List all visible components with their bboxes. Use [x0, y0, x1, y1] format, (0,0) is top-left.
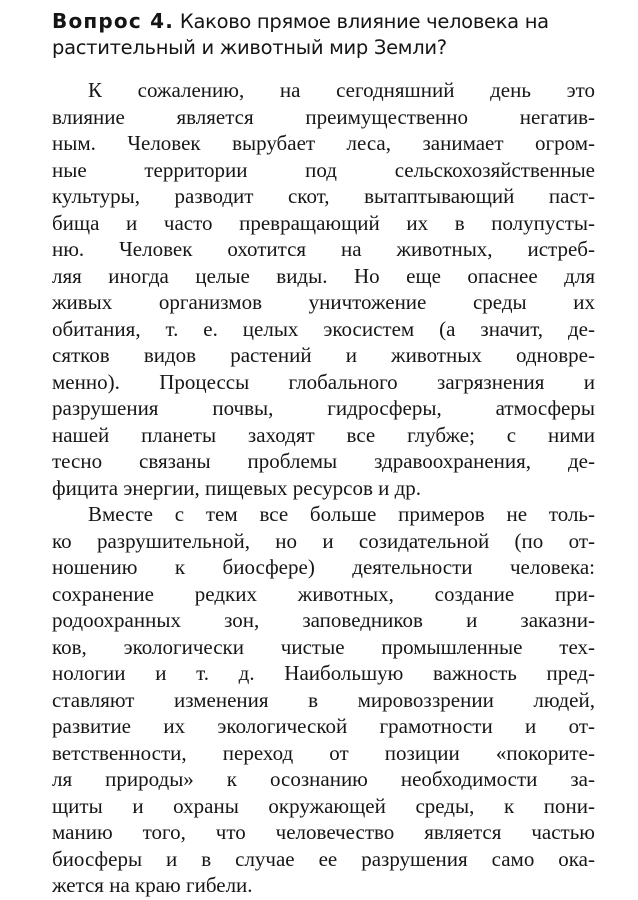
text-line: биосферы и в случае ее разрушения само ока-: [52, 846, 595, 871]
text-line: ставляют изменения в мировоззрении людей,: [52, 687, 595, 712]
textbook-page: [52, 8, 595, 899]
text-line: фицита энергии, пищевых ресурсов и др.: [52, 475, 422, 500]
text-line: разрушения почвы, гидросферы, атмосферы: [52, 396, 595, 420]
text-line: обитания, т. е. целых экосистем (а значит, де-: [52, 316, 595, 341]
question-number-label: Вопрос 4.: [52, 9, 174, 33]
question-heading: [52, 8, 595, 61]
text-line: менно). Процессы глобального загрязнения и: [52, 369, 595, 394]
text-line: живых организмов уничтожение среды их: [52, 290, 595, 314]
text-line: бища и часто превращающий их в полупусты-: [52, 210, 595, 235]
text-line: сятков видов растений и животных одновре-: [52, 343, 595, 367]
question-text-line-1: Каково прямое влияние человека на: [179, 10, 549, 33]
text-line: родоохранных зон, заповедников и заказни-: [52, 608, 595, 632]
text-line: ля природы» к осознанию необходимости за-: [52, 767, 595, 791]
text-line: ные территории под сельскохозяйственные: [52, 157, 595, 182]
text-line: тесно связаны проблемы здравоохранения, де-: [52, 449, 595, 473]
text-line: К сожалению, на сегодняшний день это: [88, 78, 595, 102]
text-line: ляя иногда целые виды. Но еще опаснее для: [52, 263, 595, 288]
text-line: сохранение редких животных, создание при-: [52, 581, 595, 606]
text-line: щиты и охраны окружающей среды, к пони-: [52, 793, 595, 818]
text-line: культуры, разводит скот, вытаптывающий паст-: [52, 184, 595, 208]
text-line: жется на краю гибели.: [52, 873, 253, 897]
text-line: ношению к биосфере) деятельности человека:: [52, 555, 595, 579]
text-line: Вместе с тем все больше примеров не толь-: [88, 502, 595, 526]
text-line: нологии и т. д. Наибольшую важность пред-: [52, 661, 595, 685]
text-line: развитие их экологической грамотности и от-: [52, 714, 595, 738]
question-text-line-2: растительный и животный мир Земли?: [52, 36, 447, 59]
text-line: ветственности, переход от позиции «покорите-: [52, 740, 595, 765]
text-line: влияние является преимущественно негатив-: [52, 104, 595, 129]
text-line: ным. Человек вырубает леса, занимает огром-: [52, 131, 595, 155]
answer-body: [52, 77, 595, 899]
text-line: ков, экологически чистые промышленные тех-: [52, 634, 595, 659]
answer-paragraph-1: [52, 77, 595, 501]
answer-paragraph-2: [52, 501, 595, 899]
text-line: нашей планеты заходят все глубже; с ними: [52, 422, 595, 447]
text-line: манию того, что человечество является частью: [52, 820, 595, 844]
text-line: ню. Человек охотится на животных, истреб-: [52, 237, 595, 261]
text-line: ко разрушительной, но и созидательной (по от-: [52, 528, 595, 553]
